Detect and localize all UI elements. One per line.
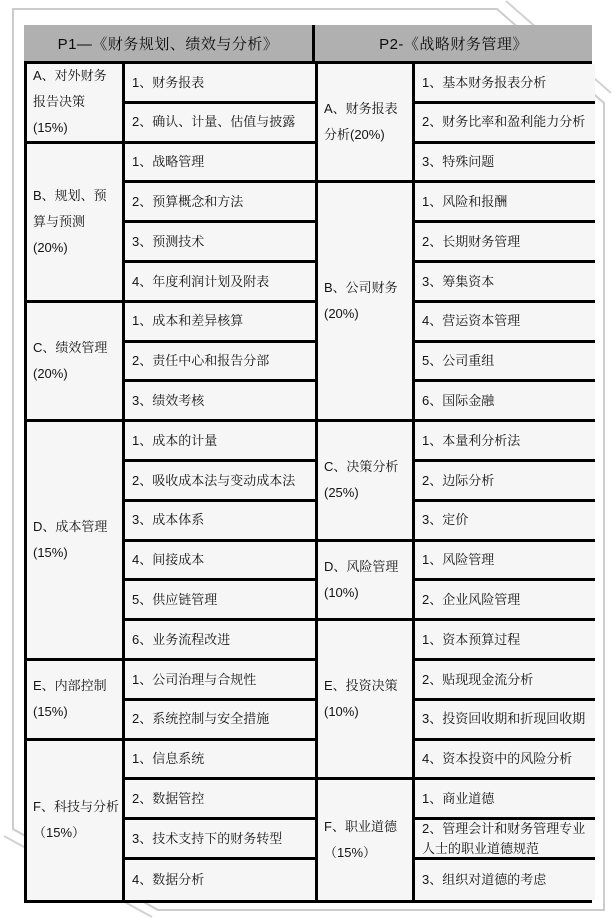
p1-item-f-2: 2、数据管控 [125, 780, 318, 820]
p1-category-d: D、成本管理(15%) [27, 422, 125, 661]
p2-category-e: E、投资决策(10%) [318, 621, 415, 780]
p2-category-c: C、决策分析(25%) [318, 422, 415, 541]
p2-item-e-4: 4、资本投资中的风险分析 [415, 741, 595, 781]
p1-item-c-2: 2、责任中心和报告分部 [125, 343, 318, 383]
p1-category-e: E、内部控制(15%) [27, 661, 125, 741]
p1-item-f-1: 1、信息系统 [125, 741, 318, 781]
p2-item-e-2: 2、贴现现金流分析 [415, 661, 595, 701]
p1-item-c-3: 3、绩效考核 [125, 382, 318, 422]
p2-item-d-2: 2、企业风险管理 [415, 581, 595, 621]
p1-item-b-3: 3、预测技术 [125, 223, 318, 263]
p2-item-e-1: 1、资本预算过程 [415, 621, 595, 661]
p1-item-b-2: 2、预算概念和方法 [125, 183, 318, 223]
p2-item-a-2: 2、财务比率和盈利能力分析 [415, 104, 595, 144]
p2-item-f-1: 1、商业道德 [415, 780, 595, 820]
p1-category-f: F、科技与分析（15%） [27, 741, 125, 900]
p1-item-e-1: 1、公司治理与合规性 [125, 661, 318, 701]
p1-item-d-4: 4、间接成本 [125, 542, 318, 582]
header-p2: P2-《战略财务管理》 [379, 35, 528, 53]
p2-item-b-4: 4、营运资本管理 [415, 303, 595, 343]
p1-item-d-5: 5、供应链管理 [125, 581, 318, 621]
p1-category-c: C、绩效管理(20%) [27, 303, 125, 422]
p1-item-c-1: 1、成本和差异核算 [125, 303, 318, 343]
p2-category-a: A、财务报表分析(20%) [318, 64, 415, 183]
p1-item-d-6: 6、业务流程改进 [125, 621, 318, 661]
p1-item-e-2: 2、系统控制与安全措施 [125, 701, 318, 741]
table-body [24, 64, 592, 903]
cma-syllabus-table [24, 25, 592, 903]
p2-item-c-2: 2、边际分析 [415, 462, 595, 502]
p1-item-d-2: 2、吸收成本法与变动成本法 [125, 462, 318, 502]
p2-item-b-5: 5、公司重组 [415, 343, 595, 383]
p1-item-d-3: 3、成本体系 [125, 502, 318, 542]
p2-item-a-3: 3、特殊问题 [415, 144, 595, 184]
p2-item-b-6: 6、国际金融 [415, 382, 595, 422]
p2-item-e-3: 3、投资回收期和折现回收期 [415, 701, 595, 741]
p1-category-b: B、规划、预算与预测(20%) [27, 144, 125, 303]
p1-item-a-2: 2、确认、计量、估值与披露 [125, 104, 318, 144]
p1-item-b-1: 1、战略管理 [125, 144, 318, 184]
p2-item-d-1: 1、风险管理 [415, 542, 595, 582]
p2-item-c-1: 1、本量利分析法 [415, 422, 595, 462]
p1-item-a-1: 1、财务报表 [125, 64, 318, 104]
p2-item-c-3: 3、定价 [415, 502, 595, 542]
header-p1: P1—《财务规划、绩效与分析》 [24, 25, 315, 61]
p2-item-a-1: 1、基本财务报表分析 [415, 64, 595, 104]
p1-item-d-1: 1、成本的计量 [125, 422, 318, 462]
p2-item-f-3: 3、组织对道德的考虑 [415, 860, 595, 900]
p2-item-b-2: 2、长期财务管理 [415, 223, 595, 263]
p1-item-b-4: 4、年度利润计划及附表 [125, 263, 318, 303]
p1-item-f-4: 4、数据分析 [125, 860, 318, 900]
p2-category-d: D、风险管理(10%) [318, 542, 415, 622]
p1-category-a: A、对外财务报告决策(15%) [27, 64, 125, 144]
p2-item-f-2: 2、管理会计和财务管理专业人士的职业道德规范 [415, 820, 595, 860]
p1-item-f-3: 3、技术支持下的财务转型 [125, 820, 318, 860]
p2-item-b-3: 3、筹集资本 [415, 263, 595, 303]
p2-category-b: B、公司财务(20%) [318, 183, 415, 422]
table-header-row [24, 25, 592, 64]
p2-category-f: F、职业道德（15%） [318, 780, 415, 899]
p2-item-b-1: 1、风险和报酬 [415, 183, 595, 223]
